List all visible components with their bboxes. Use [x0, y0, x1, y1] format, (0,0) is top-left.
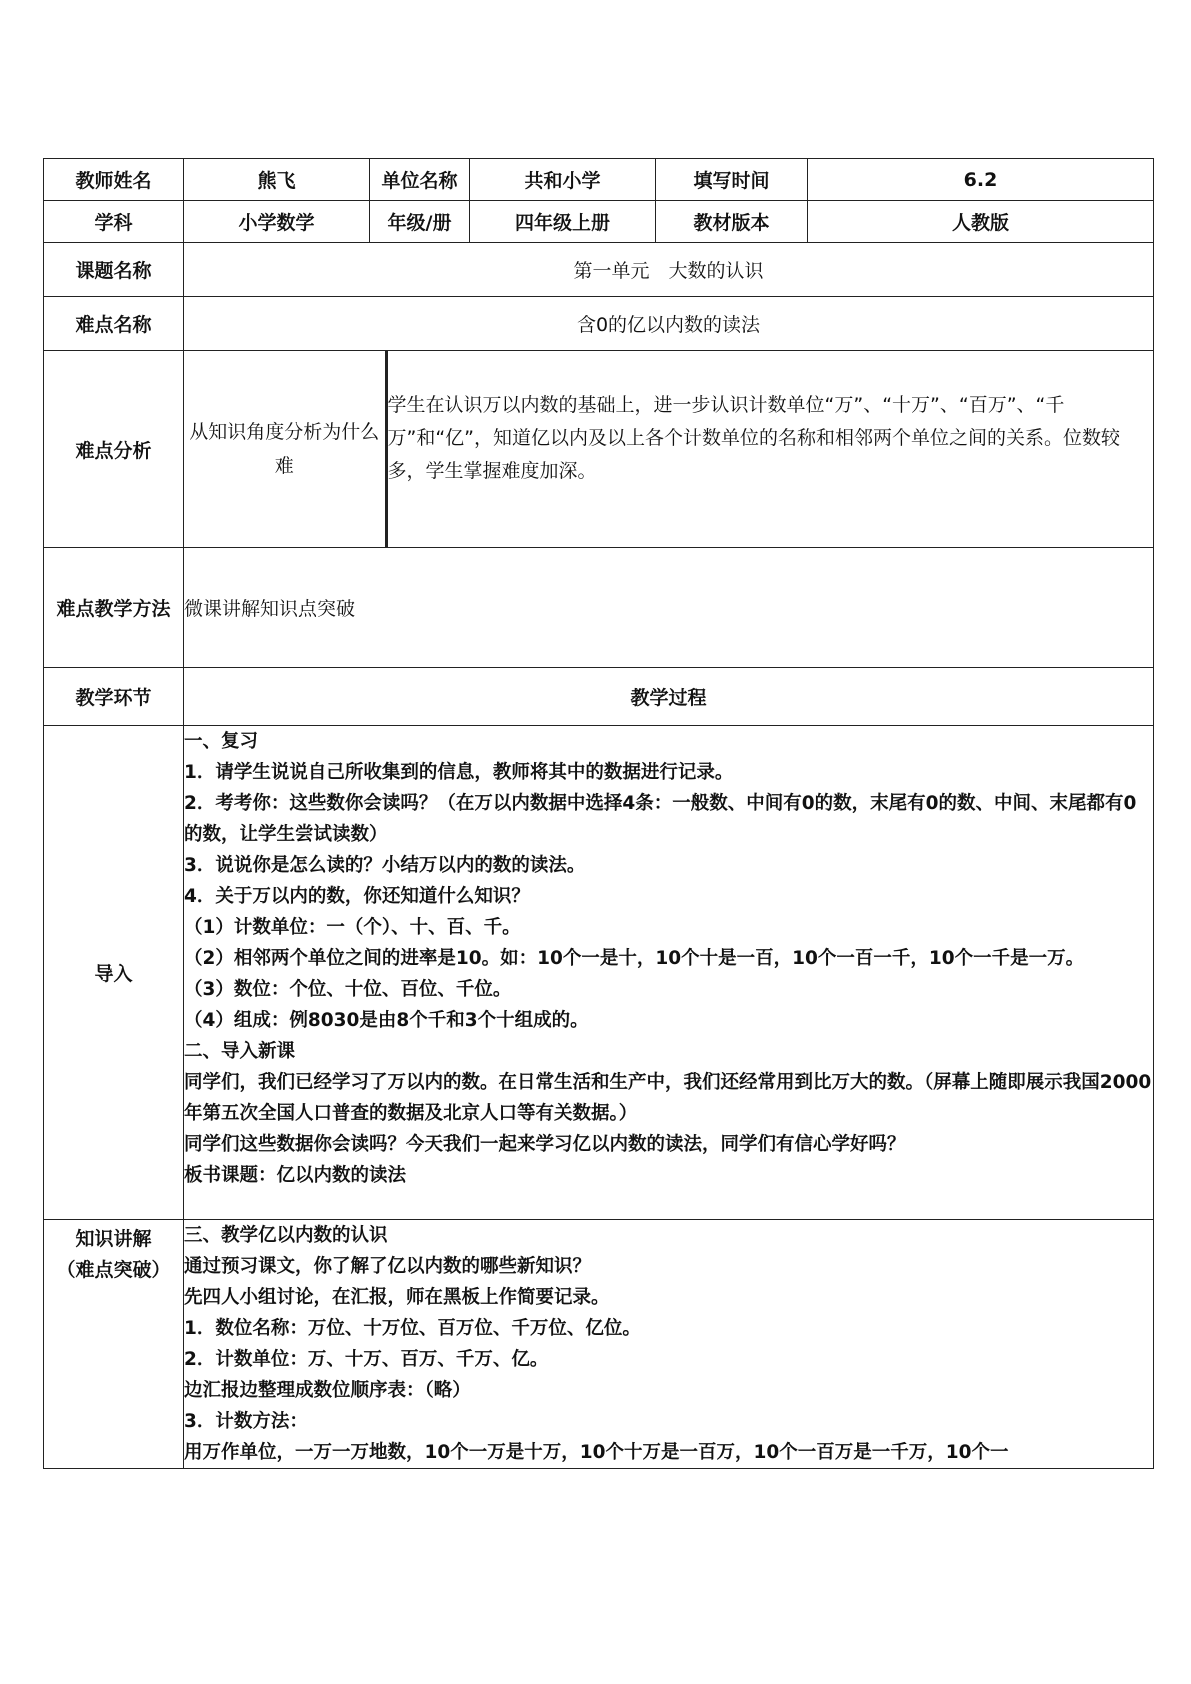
intro-line: 二、导入新课 [184, 1041, 296, 1062]
grade-label: 年级/册 [370, 201, 470, 243]
edition-value: 人教版 [808, 201, 1154, 243]
knowledge-line: 1．数位名称：万位、十万位、百万位、千万位、亿位。 [184, 1318, 641, 1339]
topic-value: 第一单元 大数的认识 [184, 243, 1154, 297]
knowledge-content [184, 1220, 1154, 1469]
date-label: 填写时间 [656, 159, 808, 201]
lesson-plan-table [43, 158, 1154, 1469]
knowledge-line: 3．计数方法： [184, 1411, 308, 1432]
knowledge-row [44, 1220, 1154, 1469]
knowledge-label [44, 1220, 184, 1469]
knowledge-line: 用万作单位，一万一万地数，10个一万是十万，10个十万是一百万，10个一百万是一千万，10个一 [184, 1442, 1009, 1463]
date-value: 6.2 [808, 159, 1154, 201]
grade-value: 四年级上册 [470, 201, 656, 243]
intro-line: 1．请学生说说自己所收集到的信息，教师将其中的数据进行记录。 [184, 762, 734, 783]
intro-line: 4．关于万以内的数，你还知道什么知识？ [184, 886, 530, 907]
intro-line: （4）组成：例8030是由8个千和3个十组成的。 [184, 1010, 589, 1031]
intro-label: 导入 [44, 726, 184, 1220]
analysis-sub-label: 从知识角度分析为什么难 [184, 351, 386, 547]
topic-label: 课题名称 [44, 243, 184, 297]
analysis-cell [184, 351, 1154, 548]
intro-content [184, 726, 1154, 1220]
difficulty-label: 难点名称 [44, 297, 184, 351]
intro-line: 一、复习 [184, 731, 259, 752]
analysis-text: 学生在认识万以内数的基础上，进一步认识计数单位“万”、“十万”、“百万”、“千万”和“亿”，知道亿以内及以上各个计数单位的名称和相邻两个单位之间的关系。位数较多，学生掌握难度加深。 [387, 394, 1121, 482]
intro-line: 板书课题：亿以内数的读法 [184, 1165, 407, 1186]
header-row-2 [44, 201, 1154, 243]
knowledge-line: 2．计数单位：万、十万、百万、千万、亿。 [184, 1349, 549, 1370]
analysis-inner [184, 351, 1153, 547]
difficulty-row [44, 297, 1154, 351]
method-label: 难点教学方法 [44, 548, 184, 668]
edition-label: 教材版本 [656, 201, 808, 243]
method-row [44, 548, 1154, 668]
analysis-row [44, 351, 1154, 548]
topic-row [44, 243, 1154, 297]
teacher-label: 教师姓名 [44, 159, 184, 201]
unit-value: 共和小学 [470, 159, 656, 201]
intro-line: 3．说说你是怎么读的？小结万以内的数的读法。 [184, 855, 586, 876]
knowledge-line: 先四人小组讨论，在汇报，师在黑板上作简要记录。 [184, 1287, 610, 1308]
unit-label: 单位名称 [370, 159, 470, 201]
knowledge-line: 边汇报边整理成数位顺序表：（略） [184, 1380, 471, 1401]
stage-header: 教学环节 [44, 668, 184, 726]
intro-line: （2）相邻两个单位之间的进率是10。如：10个一是十，10个十是一百，10个一百一千，10个一千是一万。 [184, 948, 1085, 969]
teacher-value: 熊飞 [184, 159, 370, 201]
method-value: 微课讲解知识点突破 [184, 548, 1154, 668]
intro-row [44, 726, 1154, 1220]
analysis-label: 难点分析 [44, 351, 184, 548]
intro-line: （3）数位：个位、十位、百位、千位。 [184, 979, 512, 1000]
intro-line: 2．考考你：这些数你会读吗？（在万以内数据中选择4条：一般数、中间有0的数，末尾有0的数、中间、末尾都有0的数，让学生尝试读数） [184, 793, 1137, 845]
header-row-1 [44, 159, 1154, 201]
knowledge-line: 三、教学亿以内数的认识 [184, 1225, 388, 1246]
knowledge-label-line1: 知识讲解 [75, 1228, 152, 1250]
subject-value: 小学数学 [184, 201, 370, 243]
knowledge-label-line2: （难点突破） [56, 1259, 171, 1281]
knowledge-line: 通过预习课文，你了解了亿以内数的哪些新知识？ [184, 1256, 592, 1277]
difficulty-value: 含0的亿以内数的读法 [184, 297, 1154, 351]
process-header-row [44, 668, 1154, 726]
process-header: 教学过程 [184, 668, 1154, 726]
subject-label: 学科 [44, 201, 184, 243]
intro-line: 同学们这些数据你会读吗？今天我们一起来学习亿以内数的读法，同学们有信心学好吗？ [184, 1134, 906, 1155]
intro-line: （1）计数单位：一（个）、十、百、千。 [184, 917, 521, 938]
intro-line: 同学们，我们已经学习了万以内的数。在日常生活和生产中，我们还经常用到比万大的数。（屏幕上随即展示我国2000年第五次全国人口普查的数据及北京人口等有关数据。） [184, 1072, 1152, 1124]
